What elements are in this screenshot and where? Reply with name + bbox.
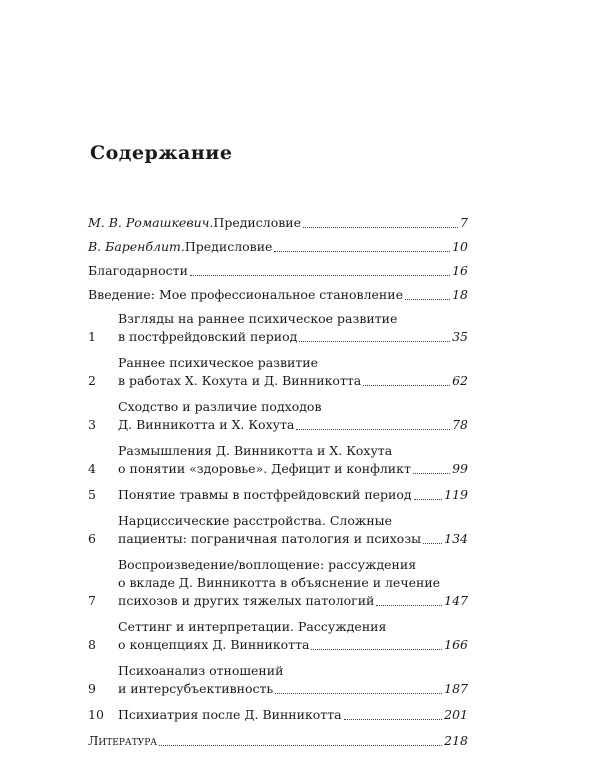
dot-leader [344,719,443,720]
toc-page-number: 7 [460,215,468,230]
chapter-title-line: Взгляды на раннее психическое развитие [118,311,398,326]
toc-page-number: 201 [444,707,468,722]
toc-page-number: 119 [444,487,468,502]
toc-author: М. В. Ромашкевич. [88,215,214,230]
toc-chapter-5[interactable] [88,486,468,504]
chapter-number: 8 [88,637,96,652]
chapter-title-line: Понятие травмы в постфрейдовский период [118,487,412,502]
chapter-number: 4 [88,461,96,476]
chapter-number: 3 [88,417,96,432]
page-title: Содержание [90,142,233,164]
toc-entry-title: Предисловие [184,239,273,254]
dot-leader [376,605,442,606]
chapter-title-line: пациенты: пограничная патология и психозы [118,531,422,546]
toc-page-number: 62 [452,373,468,388]
chapter-number: 9 [88,681,96,696]
toc-entry-title: Предисловие [213,215,301,230]
toc-chapter-1[interactable] [88,310,468,346]
chapter-title-line: Д. Винникотта и Х. Кохута [118,417,295,432]
chapter-title-line: Психоанализ отношений [118,663,284,678]
toc-chapter-7[interactable] [88,556,468,610]
chapter-title-line: и интерсубъективность [118,681,274,696]
toc-entry-literature[interactable] [88,732,468,750]
dot-leader [275,693,442,694]
toc-author: В. Баренблит. [88,239,185,254]
dot-leader [413,473,450,474]
dot-leader [159,745,442,746]
toc-entry-title: Введение: Мое профессиональное становление [88,287,403,302]
toc-chapter-6[interactable] [88,512,468,548]
chapter-title-line: Сеттинг и интерпретации. Рассуждения [118,619,387,634]
toc-page-number: 187 [444,681,468,696]
chapter-number: 7 [88,593,96,608]
toc-entry-foreword-romashkevich[interactable] [88,214,468,232]
toc-page-number: 147 [444,593,468,608]
dot-leader [296,429,450,430]
chapter-title-line: Нарциссические расстройства. Сложные [118,513,393,528]
chapter-title-line: Воспроизведение/воплощение: рассуждения [118,557,417,572]
toc-page-number: 35 [452,329,468,344]
toc-chapter-2[interactable] [88,354,468,390]
chapter-title-line: в постфрейдовский период [118,329,298,344]
chapter-title-line: Сходство и различие подходов [118,399,322,414]
toc-entry-title: Благодарности [88,263,188,278]
toc-page-number: 134 [444,531,468,546]
dot-leader [303,227,458,228]
dot-leader [274,251,450,252]
dot-leader [363,385,450,386]
chapter-title-line: в работах Х. Кохута и Д. Винникотта [118,373,362,388]
toc-chapter-10[interactable] [88,706,468,724]
chapter-number: 1 [88,329,96,344]
dot-leader [414,499,443,500]
toc-chapter-3[interactable] [88,398,468,434]
chapter-title-line: о вкладе Д. Винникотта в объяснение и лечение [118,575,441,590]
toc-entry-title: Литература [88,733,158,748]
toc-page-number: 10 [452,239,468,254]
toc-chapter-4[interactable] [88,442,468,478]
chapter-title-line: о концепциях Д. Винникотта [118,637,310,652]
toc-page-number: 18 [452,287,468,302]
toc-page-number: 99 [452,461,468,476]
dot-leader [405,299,450,300]
toc-entry-introduction[interactable] [88,286,468,304]
dot-leader [299,341,450,342]
chapter-title-line: психозов и других тяжелых патологий [118,593,375,608]
chapter-number: 10 [88,707,104,722]
toc-page-number: 16 [452,263,468,278]
toc-chapter-9[interactable] [88,662,468,698]
chapter-title-line: Психиатрия после Д. Винникотта [118,707,342,722]
toc-page-number: 218 [444,733,468,748]
chapter-number: 6 [88,531,96,546]
chapter-title-line: Размышления Д. Винникотта и Х. Кохута [118,443,393,458]
toc-entry-acknowledgements[interactable] [88,262,468,280]
dot-leader [423,543,442,544]
chapter-title-line: о понятии «здоровье». Дефицит и конфликт [118,461,411,476]
dot-leader [311,649,442,650]
dot-leader [190,275,450,276]
toc-page-number: 166 [444,637,468,652]
chapter-number: 2 [88,373,96,388]
table-of-contents [88,214,468,758]
chapter-title-line: Раннее психическое развитие [118,355,318,370]
toc-chapter-8[interactable] [88,618,468,654]
chapter-number: 5 [88,487,96,502]
toc-page-number: 78 [452,417,468,432]
toc-entry-foreword-barenblit[interactable] [88,238,468,256]
